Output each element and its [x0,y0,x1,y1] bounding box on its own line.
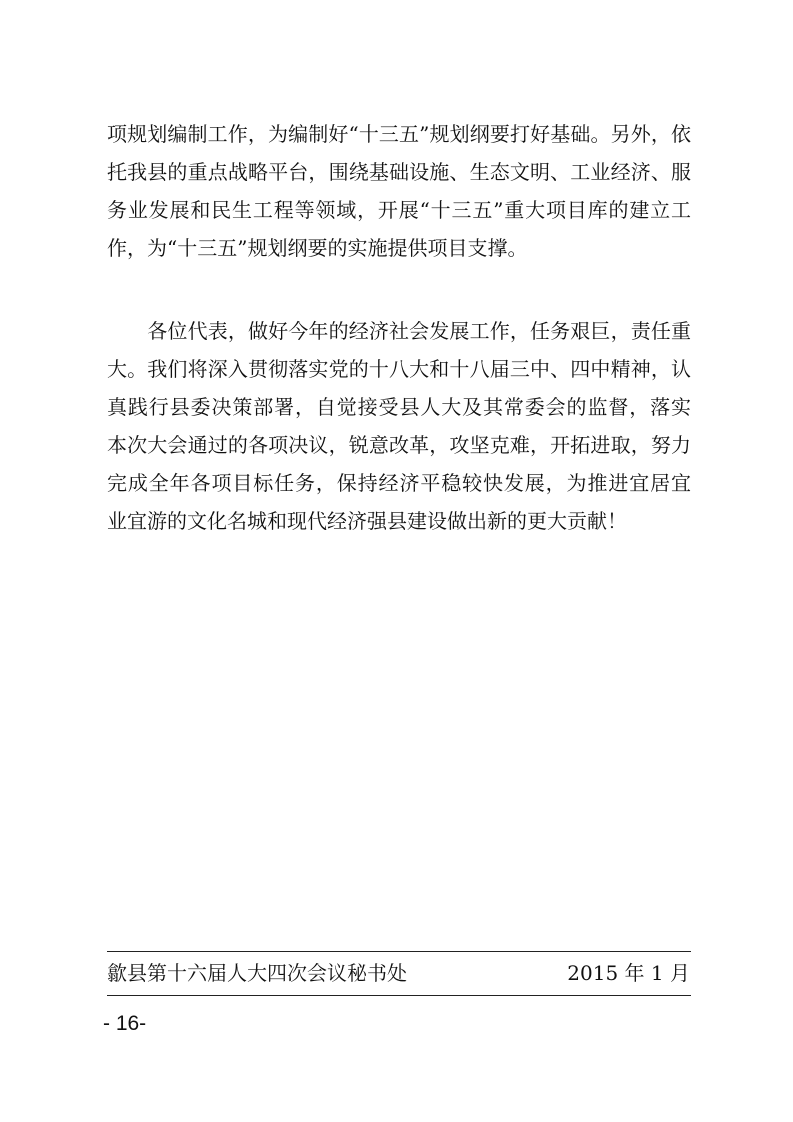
text-line: 本次大会通过的各项决议，锐意改革，攻坚克难，开拓进取，努力 [107,433,691,457]
text-line: 大。我们将深入贯彻落实党的十八大和十八届三中、四中精神，认 [107,357,691,381]
footer-date: 2015 年 1 月 [567,961,690,985]
footer-top-rule [107,951,691,952]
text-line: 完成全年各项目标任务，保持经济平稳较快发展，为推进宜居宜 [107,471,691,495]
footer-issuer: 歙县第十六届人大四次会议秘书处 [107,961,407,985]
text-line: 托我县的重点战略平台，围绕基础设施、生态文明、工业经济、服 [107,160,691,184]
text-line: 项规划编制工作，为编制好“十三五”规划纲要打好基础。另外，依 [107,122,691,146]
page-number: - 16- [103,1012,147,1035]
text-line: 作，为“十三五”规划纲要的实施提供项目支撑。 [107,236,528,260]
body-paragraph-2 [107,312,691,540]
text-line: 真践行县委决策部署，自觉接受县人大及其常委会的监督，落实 [107,395,691,419]
text-line: 业宜游的文化名城和现代经济强县建设做出新的更大贡献！ [107,509,627,533]
body-paragraph-1 [107,115,691,267]
text-line: 各位代表，做好今年的经济社会发展工作，任务艰巨，责任重 [107,319,691,343]
text-line: 务业发展和民生工程等领域，开展“十三五”重大项目库的建立工 [107,198,691,222]
footer-bottom-rule [107,995,691,996]
